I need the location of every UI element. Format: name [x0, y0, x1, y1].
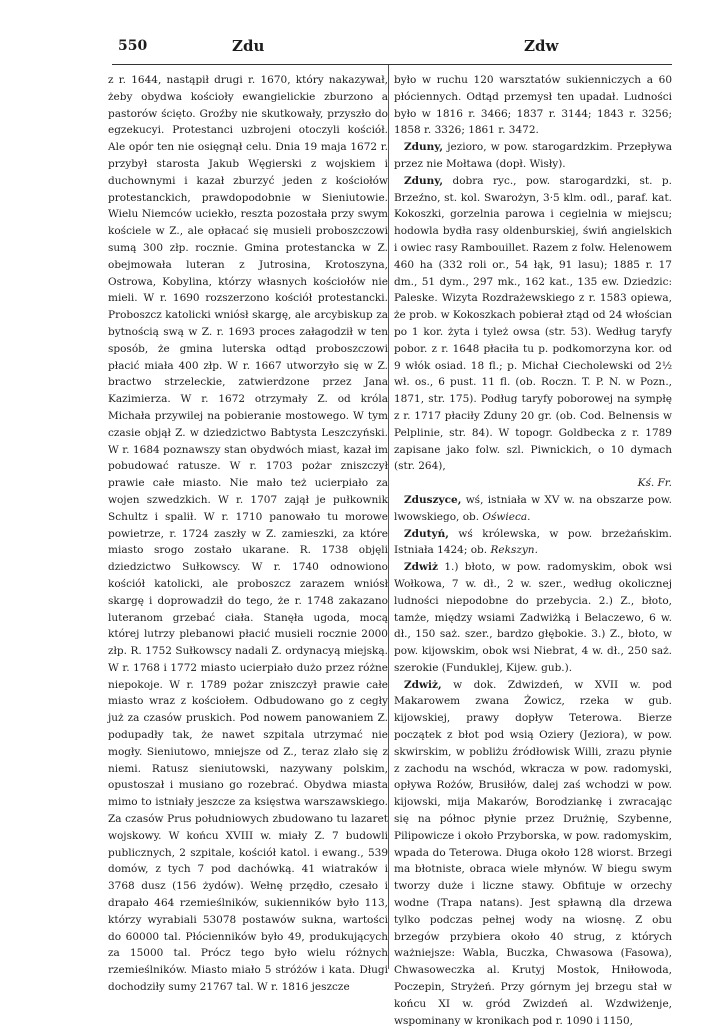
entry-text: w dok. Zdwizdeń, w XVII w. pod Makarowem zwana Żowicz, rzeka w gub. kijowskiej, prawy dopływ Teterowa. Bierze początek z błot pod wsią Oziery (Jeziora), w pow. skwirskim, w pobliżu źródłowisk Willi, zrazu płynie z zachodu na wschód, wkracza w pow. radomyski, opływa Rożów, Brusiłów, dalej zaś wchodzi w pow. kijowski, mija Makarów, Borodziankę i zwracając się na północ płynie przez Drużnię, Szybenne, Pilipowicze i około Przyborska, w pow. radomyskim, wpada do Teterowa. Długa około 128 wiorst. Brzegi ma błotniste, obraca wiele młynów. W biegu swym tworzy duże i liczne stawy. Obfituje w orzechy wodne (Trapa natans). Jest spławną dla drzewa tylko podczas pełnej wody na wiosnę. Z obu brzegów przybiera około 40 strug, z których ważniejsze: Wabla, Buczka, Chwasowa (Fasowa), Chwasoweczka al. Krutyj Mostok, Hniłowoda, Poczepin, Stryżeń. Przy górnym jej brzegu stał w końcu XI w. gród Zwizdeń al. Wzdwiżenje, wspominany w kronikach pod r. 1090 i 1150, [394, 678, 672, 1027]
entry-author-signoff: Kś. Fr. [637, 477, 672, 490]
page-number: 550 [118, 38, 148, 54]
entry-zduny-estate [394, 173, 672, 475]
entry-title: Zduny, [404, 174, 444, 187]
entry-text: wś, istniała w XV w. na obszarze pow. lwowskiego, ob. [394, 493, 672, 523]
entry-zdutyn [394, 526, 672, 560]
right-column [394, 72, 672, 1029]
entry-zduny-lake [394, 139, 672, 173]
entry-text: jezioro, w pow. starogardzkim. Przepływa przez nie Mołtawa (dopł. Wisły). [394, 141, 672, 170]
entry-title: Zdwiż, [404, 678, 442, 691]
left-column [108, 72, 388, 996]
entry-title: Zdutyń, [404, 527, 449, 540]
column-divider [388, 65, 389, 969]
entry-text: dobra ryc., pow. starogardzki, st. p. Brzeźno, st. kol. Swarożyn, 3·5 klm. odl., paraf. kat. Kokoszki, gorzelnia parowa i cegielnia w miejscu; hodowla bydła rasy oldenburskiej, świń angielskich i owiec rasy Rambouillet. Razem z folw. Helenowem 460 ha (332 roli or., 54 łąk, 91 lasu); 1885 r. 17 dm., 51 dym., 297 mk., 162 kat., 135 ew. Dziedzic: Paleske. Wizyta Rozdrażewskiego z r. 1583 opiewa, że prob. w Kokoszkach pobierał ztąd od 24 włościan po 1 kor. żyta i tyleż owsa (str. 53). Według taryfy pobor. z r. 1648 płaciła tu p. podkomorzyna kor. od 9 włók osiad. 18 fl.; p. Michał Ciecholewski od 2½ wł. os., 6 pust. 11 fl. (ob. Roczn. T. P. N. w Pozn., 1871, str. 175). Podług taryfy poborowej na sympłę z r. 1717 płaciły Zduny 20 gr. (ob. Cod. Belnensis w Pelplinie, str. 84). W topogr. Goldbecka z r. 1789 zapisane jako folw. szl. Piwnickich, o 10 dymach (str. 264), [394, 174, 672, 473]
entry-title: Zdwiż [404, 561, 438, 574]
right-column-intro: było w ruchu 120 warsztatów sukienniczych a 60 płóciennych. Odtąd przemysł ten upadał. Ludności było w 1816 r. 3466; 1837 r. 3144; 1843 r. 3256; 1858 r. 3326; 1861 r. 3472. [394, 74, 672, 137]
entry-title: Zduszyce, [404, 493, 462, 506]
entry-text: wś królewska, w pow. brzeżańskim. Istniała 1424; ob. [394, 527, 672, 557]
running-header-left: Zdu [232, 37, 265, 55]
entry-zdwiz-river [394, 677, 672, 1029]
entry-zdwiz-marsh [394, 559, 672, 677]
entry-zduszyce [394, 492, 672, 526]
entry-crossref: Oświeca. [482, 510, 531, 523]
entry-title: Zduny, [404, 141, 444, 154]
left-column-text: z r. 1644, nastąpił drugi r. 1670, który nakazywał, żeby obydwa kościoły ewangielickie zburzono a pastorów ścięto. Groźby nie skutkowały, przyszło do egzekucyi. Protestanci uzbrojeni otoczyli kościół. Ale opór ten nie osięgnął celu. Dnia 19 maja 1672 r. przybył starosta Jakub Węgierski z wojskiem i duchownymi i kazał zburzyć jeden z kościołów protestanckich, prawdopodobnie w Sieniutowie. Wielu Niemców uciekło, reszta pozostała przy swym kościele w Z., ale opłacać się musieli proboszczowi sumą 300 złp. rocznie. Gmina protestancka w Z. obejmowała luteran z Jutrosina, Krotoszyna, Ostrowa, Kobylina, którzy własnych kościołów nie mieli. W r. 1690 rozszerzono kościół protestancki. Proboszcz katolicki wniósł skargę, ale arcybiskup za bytnością swą w Z. r. 1693 proces załagodził w ten sposób, że gmina luterska odtąd proboszczowi płacić miała 400 złp. W r. 1667 utworzyło się w Z. bractwo strzeleckie, zatwierdzone przez Jana Kazimierza. W r. 1672 otrzymały Z. od króla Michała przywilej na pobieranie mostowego. W tym czasie objął Z. w dziedzictwo Babtysta Leszczyński. W r. 1684 poznawszy stan obydwóch miast, kazał im pobudować ratusze. W r. 1703 pożar zniszczył prawie całe miasto. Nie mało też ucierpiało za wojen szwedzkich. W r. 1707 zajął je pułkownik Schultz i spalił. W r. 1710 panowało tu morowe powietrze, r. 1724 zaszły w Z. zamieszki, za które miasto srogo zostało ukarane. R. 1738 objęli dziedzictwo Sułkowscy. W r. 1740 odnowiono kościół katolicki, ale proboszcz zarazem wniósł skargę i doprowadził do tego, że r. 1748 zakazano luteranom grzebać ciała. Stanęła ugoda, mocą której lutrzy plebanowi płacić musieli rocznie 2000 złp. R. 1752 Sułkowscy nadali Z. ordynacyą miejską. W r. 1768 i 1772 miasto ucierpiało dużo przez różne niepokoje. W r. 1789 pożar zniszczył prawie całe miasto wraz z kościołem. Odbudowano go z cegły już za czasów pruskich. Pod nowem panowaniem Z. podupadły tak, że nawet szpitala utrzymać nie mogły. Sieniutowo, mniejsze od Z., teraz zlało się z niemi. Ratusz sieniutowski, nazywany polskim, opustoszał i musiano go rozebrać. Obydwa miasta mimo to istniały jeszcze za księstwa warszawskiego. Za czasów Prus południowych zbudowano tu lazaret wojskowy. W końcu XVIII w. miały Z. 7 budowli publicznych, 2 szpitale, kościół katol. i ewang., 539 domów, z tych 7 pod dachówką. 41 wiatraków i 3768 dusz (156 żydów). Wełnę przędło, czesało i drapało 464 rzemieślników, sukienników było 113, którzy wyrabiali 53078 postawów sukna, wartości do 60000 tal. Płócienników było 49, produkujących za 15000 tal. Prócz tego było wielu różnych rzemieślników. Miasto miało 5 stróżów i kata. Długi dochodziły sumy 21767 tal. W r. 1816 jeszcze [108, 74, 388, 994]
entry-crossref: Rekszyn. [490, 544, 538, 557]
running-header-right: Zdw [524, 37, 559, 55]
entry-text: 1.) błoto, w pow. radomyskim, obok wsi Wołkowa, 7 w. dł., 2 w. szer., według okolicznej ludności niepodobne do przebycia. 2.) Z., błoto, tamże, między wsiami Zadwiżką i Belaczewo, 6 w. dł., 150 saż. szer., bardzo głębokie. 3.) Z., błoto, w pow. kijowskim, obok wsi Niebrat, 4 w. dł., 250 saż. szerokie (Funduklej, Kijew. gub.). [394, 561, 672, 674]
header-rule [112, 64, 672, 65]
